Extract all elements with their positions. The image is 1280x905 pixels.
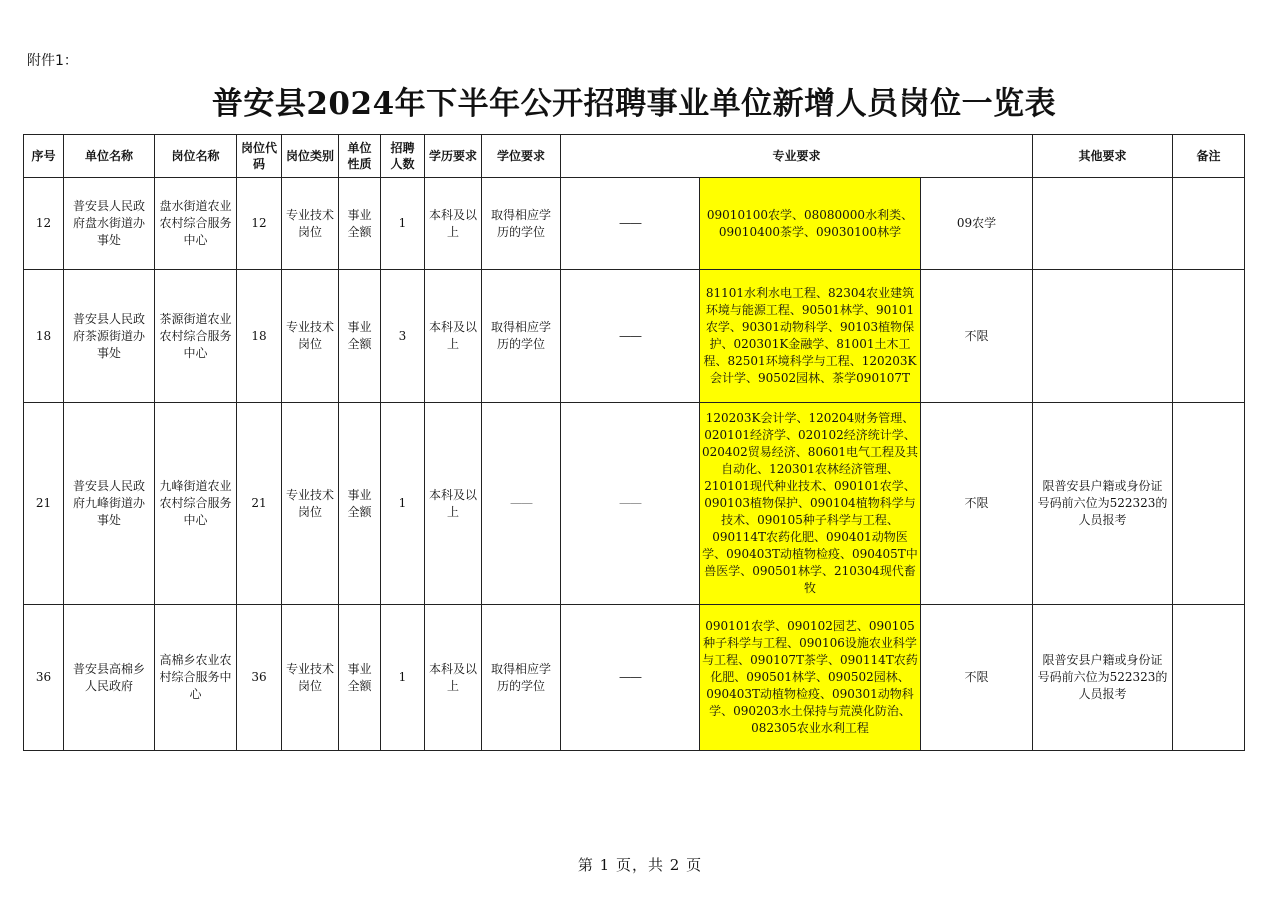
cell-code: 21: [237, 403, 282, 605]
cell-other: 限普安县户籍或身份证号码前六位为522323的人员报考: [1033, 605, 1173, 751]
cell-remark: [1173, 178, 1245, 270]
cell-major-c: 不限: [921, 605, 1033, 751]
table-row: [24, 605, 1245, 751]
page-title: 普安县2024年下半年公开招聘事业单位新增人员岗位一览表: [211, 86, 1057, 122]
header-code: 岗位代码: [237, 135, 282, 178]
cell-other: [1033, 270, 1173, 403]
cell-seq: 36: [24, 605, 64, 751]
cell-remark: [1173, 270, 1245, 403]
cell-major-c: 09农学: [921, 178, 1033, 270]
cell-post: 高棉乡农业农村综合服务中心: [155, 605, 237, 751]
cell-education: 本科及以上: [425, 178, 482, 270]
cell-remark: [1173, 403, 1245, 605]
cell-major-list: 120203K会计学、120204财务管理、020101经济学、020102经济统计学、020402贸易经济、80601电气工程及其自动化、120301农林经济管理、210101现代种业技术、090101农学、090103植物保护、090104植物科学与技术、090105种子科学与工程、090114T农药化肥、090401动物医学、090403T动植物检疫、090405T中兽医学、090501林学、210304现代畜牧: [700, 403, 921, 605]
cell-code: 36: [237, 605, 282, 751]
cell-major-list: 090101农学、090102园艺、090105种子科学与工程、090106设施农业科学与工程、090107T茶学、090114T农药化肥、090501林学、090502园林、090403T动植物检疫、090301动物科学、090203水土保持与荒漠化防治、082305农业水利工程: [700, 605, 921, 751]
positions-table: [23, 134, 1245, 751]
cell-major-c: 不限: [921, 403, 1033, 605]
cell-nature: 事业全额: [339, 270, 381, 403]
cell-category: 专业技术岗位: [282, 605, 339, 751]
cell-seq: 18: [24, 270, 64, 403]
cell-major-list: 81101水利水电工程、82304农业建筑环境与能源工程、90501林学、90101农学、90301动物科学、90103植物保护、020301K金融学、81001土木工程、82501环境科学与工程、120203K会计学、90502园林、茶学090107T: [700, 270, 921, 403]
cell-category: 专业技术岗位: [282, 178, 339, 270]
cell-other: 限普安县户籍或身份证号码前六位为522323的人员报考: [1033, 403, 1173, 605]
cell-education: 本科及以上: [425, 270, 482, 403]
cell-code: 18: [237, 270, 282, 403]
cell-unit: 普安县高棉乡人民政府: [64, 605, 155, 751]
table-row: [24, 403, 1245, 605]
cell-unit: 普安县人民政府茶源街道办事处: [64, 270, 155, 403]
cell-degree: 取得相应学历的学位: [482, 178, 561, 270]
cell-major-a: ——: [561, 178, 700, 270]
cell-count: 1: [381, 605, 425, 751]
header-unit: 单位名称: [64, 135, 155, 178]
cell-education: 本科及以上: [425, 605, 482, 751]
header-count: 招聘人数: [381, 135, 425, 178]
cell-seq: 21: [24, 403, 64, 605]
cell-education: 本科及以上: [425, 403, 482, 605]
cell-major-a: ——: [561, 270, 700, 403]
cell-other: [1033, 178, 1173, 270]
cell-unit: 普安县人民政府九峰街道办事处: [64, 403, 155, 605]
table-row: [24, 270, 1245, 403]
cell-nature: 事业全额: [339, 605, 381, 751]
cell-category: 专业技术岗位: [282, 403, 339, 605]
cell-nature: 事业全额: [339, 178, 381, 270]
header-nature: 单位性质: [339, 135, 381, 178]
cell-degree: 取得相应学历的学位: [482, 605, 561, 751]
cell-post: 九峰街道农业农村综合服务中心: [155, 403, 237, 605]
cell-degree: ——: [482, 403, 561, 605]
cell-major-a: ——: [561, 403, 700, 605]
cell-post: 盘水街道农业农村综合服务中心: [155, 178, 237, 270]
header-category: 岗位类别: [282, 135, 339, 178]
cell-major-list: 09010100农学、08080000水利类、09010400茶学、09030100林学: [700, 178, 921, 270]
header-other: 其他要求: [1033, 135, 1173, 178]
cell-count: 1: [381, 403, 425, 605]
attachment-label: 附件1：: [27, 53, 78, 69]
cell-remark: [1173, 605, 1245, 751]
header-remark: 备注: [1173, 135, 1245, 178]
cell-degree: 取得相应学历的学位: [482, 270, 561, 403]
header-degree: 学位要求: [482, 135, 561, 178]
page-footer: 第 1 页，共 2 页: [577, 856, 703, 874]
cell-major-c: 不限: [921, 270, 1033, 403]
cell-seq: 12: [24, 178, 64, 270]
table-header-row: [24, 135, 1245, 178]
header-education: 学历要求: [425, 135, 482, 178]
cell-post: 茶源街道农业农村综合服务中心: [155, 270, 237, 403]
cell-count: 1: [381, 178, 425, 270]
cell-major-a: ——: [561, 605, 700, 751]
cell-nature: 事业全额: [339, 403, 381, 605]
cell-code: 12: [237, 178, 282, 270]
header-seq: 序号: [24, 135, 64, 178]
cell-category: 专业技术岗位: [282, 270, 339, 403]
cell-count: 3: [381, 270, 425, 403]
header-major: 专业要求: [561, 135, 1033, 178]
cell-unit: 普安县人民政府盘水街道办事处: [64, 178, 155, 270]
header-post: 岗位名称: [155, 135, 237, 178]
table-row: [24, 178, 1245, 270]
